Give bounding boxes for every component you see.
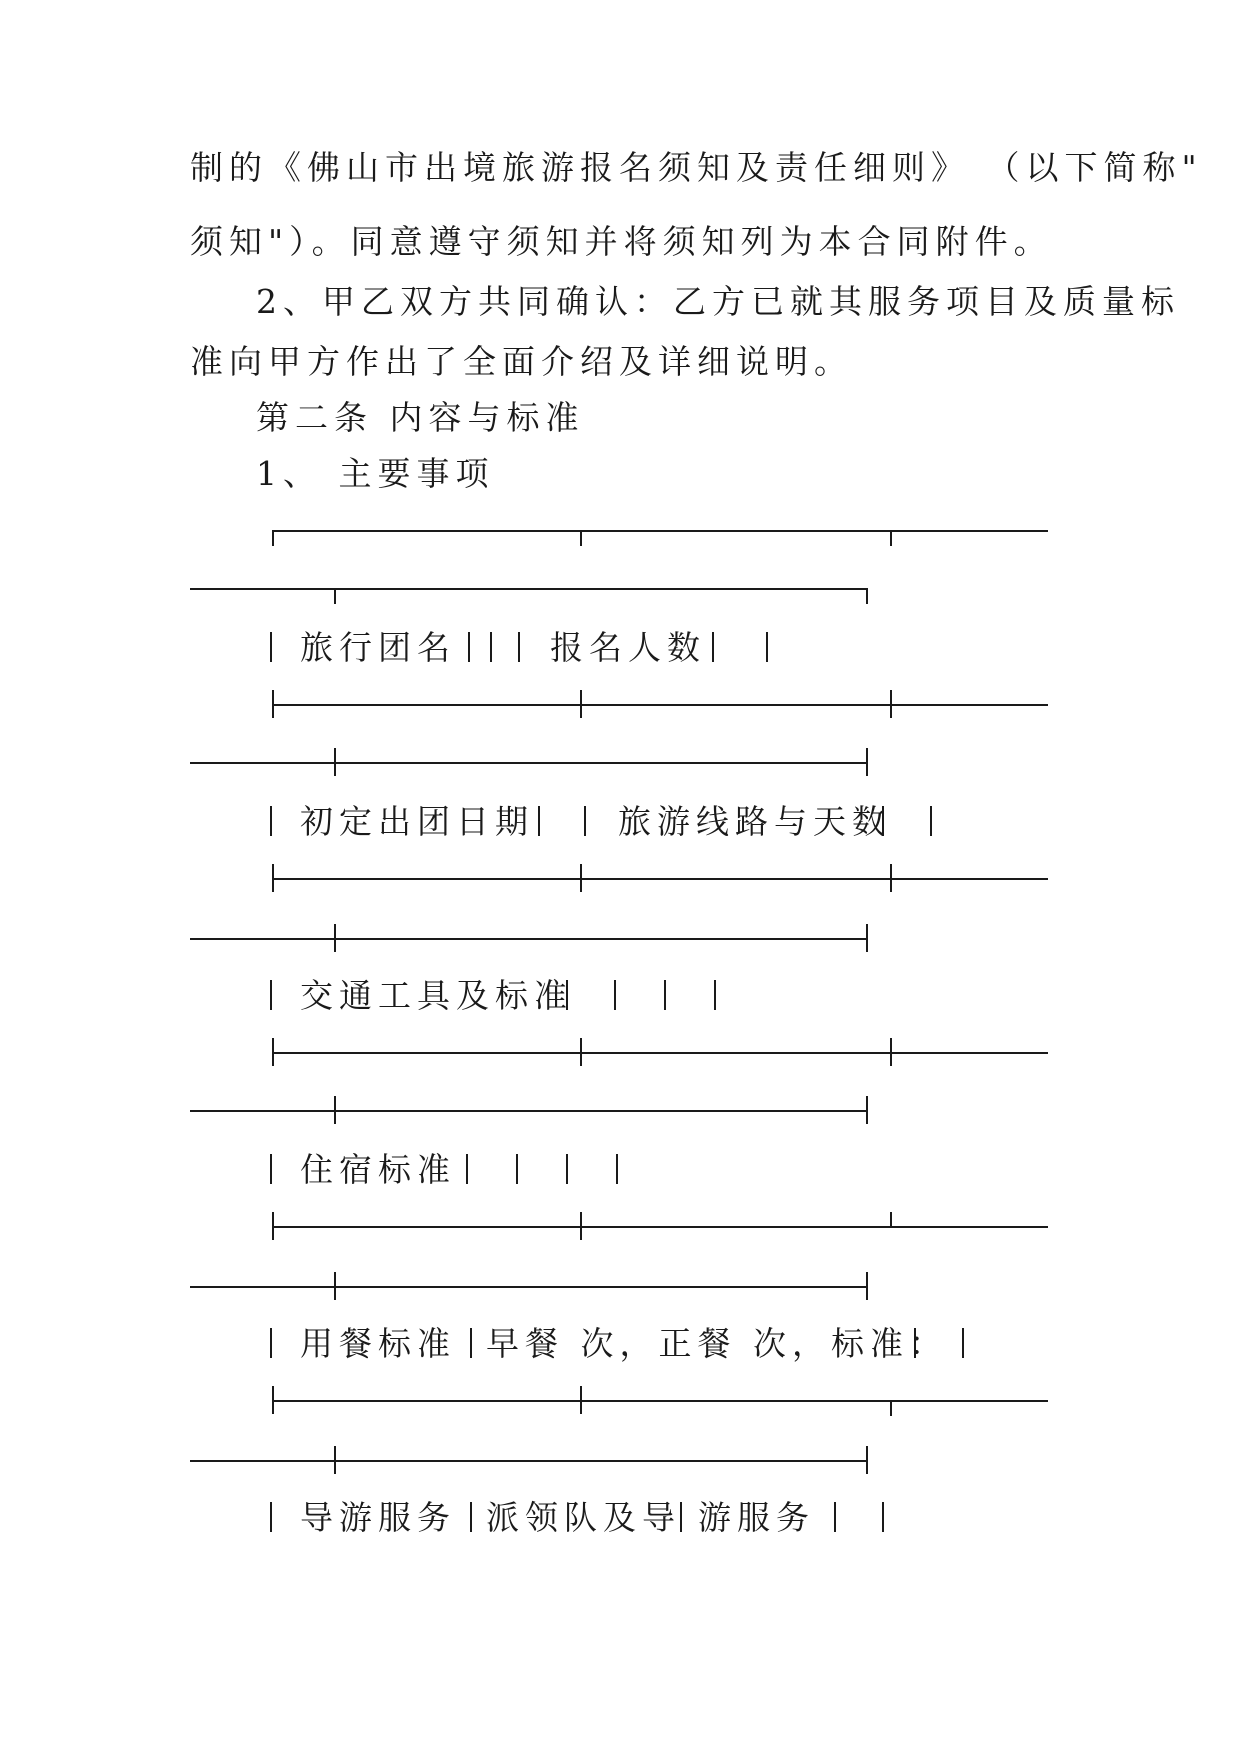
section-heading: 第二条 内容与标准 [256,398,585,437]
table-cell-label: 初定出团日期 [300,802,534,841]
paragraph-line: 准向甲方作出了全面介绍及详细说明。 [190,342,853,381]
table-cell-value: 早餐 次，正餐 次，标准： [486,1324,948,1363]
table-cell-label: 住宿标准 [300,1150,456,1189]
table-cell-value: 游服务 [698,1498,815,1537]
table-cell-label: 交通工具及标准 [300,976,573,1015]
table-cell-label: 导游服务 [300,1498,456,1537]
table-cell-label: 旅行团名 [300,628,456,667]
table-cell-label: 用餐标准 [300,1324,456,1363]
paragraph-line: 2、甲乙双方共同确认：乙方已就其服务项目及质量标 [256,282,1180,321]
table-cell-value: 派领队及导 [486,1498,681,1537]
paragraph-line: 须知"）。同意遵守须知并将须知列为本合同附件。 [190,222,1053,261]
paragraph-line: 制的《佛山市出境旅游报名须知及责任细则》 （以下简称" [190,148,1203,187]
table-cell-value: 报名人数 [550,628,706,667]
table-cell-value: 旅游线路与天数 [618,802,891,841]
sub-heading: 1、 主要事项 [256,454,495,493]
